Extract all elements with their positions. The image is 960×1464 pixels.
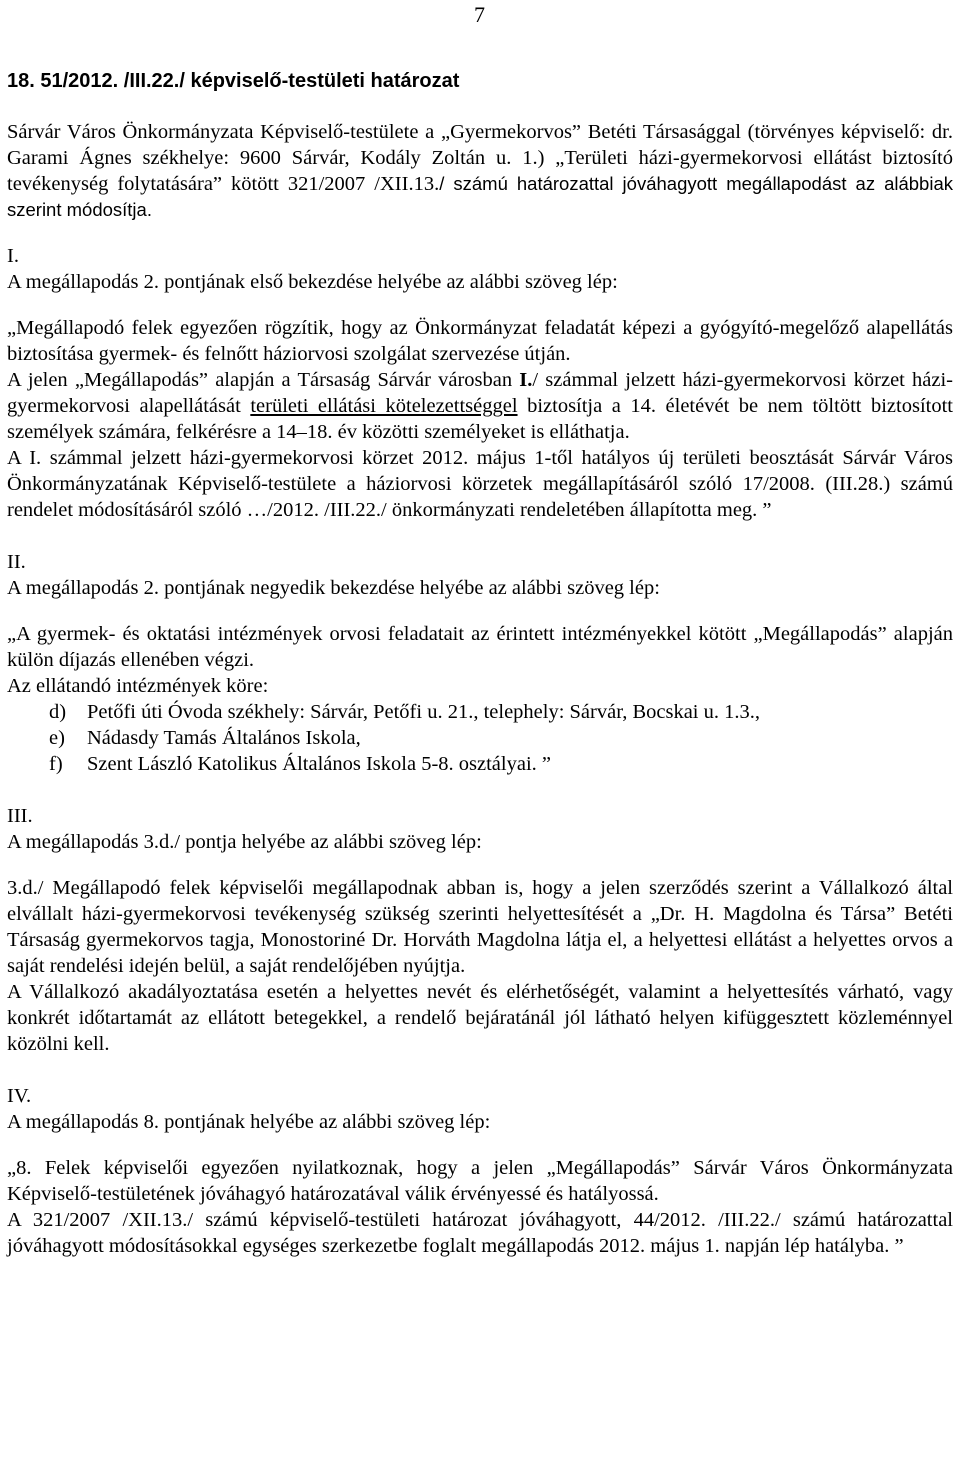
underlined-phrase: területi ellátási kötelezettséggel	[250, 395, 518, 417]
list-item-text: Nádasdy Tamás Általános Iskola,	[87, 727, 361, 749]
list-item	[49, 751, 953, 777]
section-3-paragraph-1: 3.d./ Megállapodó felek képviselői megállapodnak abban is, hogy a jelen szerződés szerint a Vállalkozó által elvállalt házi-gyermekorvosi tevékenység szükség szerinti helyettesítését a „Dr. H. Magdolna és Társa” Betéti Társaság gyermekorvos tagja, Monostoriné Dr. Horváth Magdolna látja el, a helyettesi ellátást a helyettes orvos a saját rendelési idején belül, a saját rendelőjében nyújtja.	[7, 877, 953, 977]
intro-text-tail: / számú határozattal jóváhagyott megállapodást az alábbiak szerint módosítja.	[7, 173, 953, 220]
list-marker: d)	[49, 701, 67, 723]
section-2-list-intro: Az ellátandó intézmények köre:	[7, 675, 269, 697]
section-3-lead: A megállapodás 3.d./ pontja helyébe az alábbi szöveg lép:	[7, 831, 482, 853]
section-3-paragraph-2: A Vállalkozó akadályoztatása esetén a helyettes nevét és elérhetőségét, valamint a helyettesítés várható, vagy konkrét időtartamát az ellátott betegekkel, a rendelő bejáratánál jól látható helyen kifüggesztett közleménnyel közölni kell.	[7, 981, 953, 1055]
section-4-lead: A megállapodás 8. pontjának helyébe az alábbi szöveg lép:	[7, 1111, 491, 1133]
text-run: biztosítja a 14. életévét be nem töltött biztosított személyek számára, felkérésre a 14–18. év közötti személyeket is elláthatja.	[7, 395, 953, 443]
resolution-title: 18. 51/2012. /III.22./ képviselő-testületi határozat	[7, 70, 460, 92]
section-1-lead: A megállapodás 2. pontjának első bekezdése helyébe az alábbi szöveg lép:	[7, 271, 618, 293]
section-4-paragraph-1: „8. Felek képviselői egyezően nyilatkoznak, hogy a jelen „Megállapodás” Sárvár Város Önkormányzata Képviselő-testületének jóváhagyó határozatával válik érvényessé és hatályossá.	[7, 1157, 953, 1205]
section-2-lead: A megállapodás 2. pontjának negyedik bekezdése helyébe az alábbi szöveg lép:	[7, 577, 660, 599]
list-item	[49, 725, 953, 751]
institution-list	[7, 699, 953, 777]
section-1-paragraph-3: A I. számmal jelzett házi-gyermekorvosi körzet 2012. május 1-től hatályos új területi beosztását Sárvár Város Önkormányzatának Képviselő-testülete a háziorvosi körzetek megállapításáról szóló 17/2008. (III.28.) számú rendelet módosításáról szóló …/2012. /III.22./ önkormányzati rendeletében állapította meg. ”	[7, 447, 953, 521]
list-marker: e)	[49, 727, 65, 749]
section-2-paragraph-1: „A gyermek- és oktatási intézmények orvosi feladatait az érintett intézményekkel kötött „Megállapodás” alapján külön díjazás ellenében végzi.	[7, 623, 953, 671]
section-1-paragraph-2	[7, 367, 953, 445]
section-3-number: III.	[7, 805, 33, 827]
text-run: / számmal jelzett házi-gyermekorvosi körzet házi-gyermekorvosi alapellátását	[7, 369, 953, 417]
bold-district-number: I.	[519, 369, 533, 391]
page-number: 7	[474, 2, 485, 27]
list-item	[49, 699, 953, 725]
intro-paragraph	[7, 119, 953, 223]
list-item-text: Szent László Katolikus Általános Iskola 5-8. osztályai. ”	[87, 753, 551, 775]
section-1-number: I.	[7, 245, 19, 267]
document-body	[7, 68, 953, 1259]
section-4-paragraph-2: A 321/2007 /XII.13./ számú képviselő-testületi határozat jóváhagyott, 44/2012. /III.22./ számú határozattal jóváhagyott módosításokkal egységes szerkezetbe foglalt megállapodás 2012. május 1. napján lép hatályba. ”	[7, 1209, 953, 1257]
section-4-number: IV.	[7, 1085, 32, 1107]
list-item-text: Petőfi úti Óvoda székhely: Sárvár, Petőfi u. 21., telephely: Sárvár, Bocskai u. 1.3.,	[87, 701, 761, 723]
section-2-number: II.	[7, 551, 26, 573]
intro-text: Sárvár Város Önkormányzata Képviselő-testülete a „Gyermekorvos” Betéti Társasággal (törvényes képviselő: dr. Garami Ágnes székhelye: 9600 Sárvár, Kodály Zoltán u. 1.) „Területi házi-gyermekorvosi ellátást biztosító tevékenység folytatására” kötött 321/2007 /XII.13.	[7, 121, 953, 195]
list-marker: f)	[49, 753, 63, 775]
text-run: A jelen „Megállapodás” alapján a Társaság Sárvár városban	[7, 369, 520, 391]
section-1-paragraph-1: „Megállapodó felek egyezően rögzítik, hogy az Önkormányzat feladatát képezi a gyógyító-megelőző alapellátás biztosítása gyermek- és felnőtt háziorvosi szolgálat szervezése útján.	[7, 317, 953, 365]
